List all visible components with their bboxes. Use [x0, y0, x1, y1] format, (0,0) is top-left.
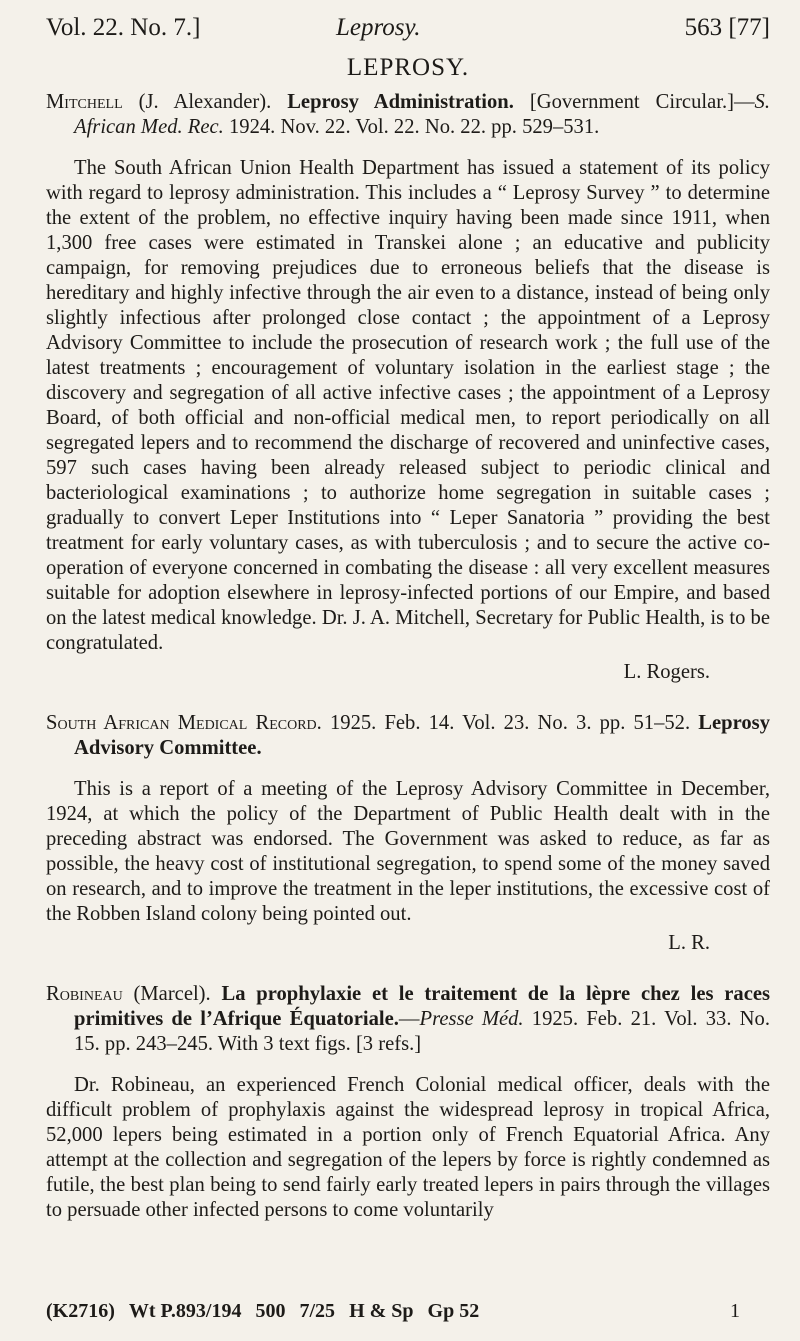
journal-name: S. African Med. Rec.: [74, 91, 770, 138]
abstract-entry-2: [46, 711, 770, 956]
source-prefix: —: [398, 1008, 420, 1030]
article-title: Leprosy Advisory Committee.: [74, 712, 770, 759]
source-details: 1925. Feb. 21. Vol. 33. No. 15. pp. 243–245. With 3 text figs. [3 refs.]: [74, 1008, 770, 1055]
print-group: Gp 52: [427, 1300, 480, 1322]
source-prefix: [Government Circular.]—: [513, 91, 755, 113]
citation: [46, 982, 770, 1057]
reviewer-signoff: L. Rogers.: [623, 661, 710, 683]
citation: [46, 711, 770, 761]
article-title: Leprosy Administration.: [287, 91, 514, 113]
source-details: 1924. Nov. 22. Vol. 22. No. 22. pp. 529–531.: [223, 116, 600, 138]
source-details: 1925. Feb. 14. Vol. 23. No. 3. pp. 51–52.: [321, 712, 699, 734]
citation: [46, 90, 770, 140]
journal-name: Presse Méd.: [419, 1008, 524, 1030]
author-initials: (Marcel).: [122, 983, 222, 1005]
reviewer-signoff: L. R.: [668, 932, 710, 954]
abstract-text: This is a report of a meeting of the Leprosy Advisory Committee in December, 1924, at which the policy of the Department of Public Health dealt with in the preceding abstract was endorsed. The Government was asked to reduce, as far as possible, the heavy cost of institutional segregation, to spend some of the money saved on research, and to improve the treatment in the leper institutions, the excessive cost of the Robben Island colony being pointed out.: [46, 778, 770, 925]
abstract-entry-3: [46, 982, 770, 1223]
running-title: Leprosy.: [336, 14, 421, 41]
printer-footer: [46, 1300, 770, 1323]
print-date: 7/25: [299, 1300, 336, 1322]
source-journal: South African Medical Record.: [46, 712, 322, 734]
section-title: LEPROSY.: [346, 54, 470, 81]
sheet-number: 1: [730, 1300, 740, 1322]
running-head: [46, 0, 770, 50]
author-name: Robineau: [46, 983, 123, 1005]
author-initials: (J. Alexander).: [122, 91, 288, 113]
print-weight: Wt P.893/194: [128, 1300, 242, 1322]
print-quantity: 500: [255, 1300, 286, 1322]
printer-firm: H & Sp: [349, 1300, 414, 1322]
page-number: 563 [77]: [684, 14, 770, 41]
abstract-text: The South African Union Health Department has issued a statement of its policy with regard to leprosy administration. This includes a “ Leprosy Survey ” to determine the extent of the problem, no effective inquiry having been made since 1911, when 1,300 free cases were estimated in Transkei alone ; an educative and publicity campaign, for removing prejudices due to erroneous beliefs that the disease is hereditary and highly infective through the air even to a distance, instead of being only slightly infectious after prolonged close contact ; the appointment of a Leprosy Advisory Committee to include the prosecution of research work ; the full use of the latest treatments ; encouragement of voluntary isolation in the earliest stage ; the discovery and segregation of all active infective cases ; the appointment of a Leprosy Board, of both official and non-official medical men, to report periodically on all segregated lepers and to recommend the discharge of recovered and uninfective cases, 597 such cases having been already released subject to periodic clinical and bacteriological examinations ; to authorize home segregation in suitable cases ; gradually to convert Leper Institutions into “ Leper Sanatoria ” providing the best treatment for early voluntary cases, as with tuberculosis ; and to secure the active co-operation of everyone concerned in combating the disease : all very excellent measures suitable for adoption elsewhere in leprosy-infected portions of our Empire, and based on the latest medical knowledge. Dr. J. A. Mitchell, Secretary for Public Health, is to be congratulated.: [46, 157, 770, 654]
abstract-entry-1: [46, 90, 770, 685]
abstract-text: Dr. Robineau, an experienced French Colonial medical officer, deals with the difficult problem of prophylaxis against the widespread leprosy in tropical Africa, 52,000 lepers being estimated in a portion only of French Equatorial Africa. Any attempt at the collection and segregation of the lepers by force is rightly condemned as futile, the best plan being to send fairly early treated lepers in pairs through the villages to persuade other infected persons to come voluntarily: [46, 1074, 770, 1221]
volume-issue: Vol. 22. No. 7.]: [46, 14, 201, 41]
author-name: Mitchell: [46, 91, 123, 113]
article-title: La prophylaxie et le traitement de la lèpre chez les races primitives de l’Afrique Équatoriale.: [74, 983, 770, 1030]
print-code: (K2716): [46, 1300, 115, 1322]
